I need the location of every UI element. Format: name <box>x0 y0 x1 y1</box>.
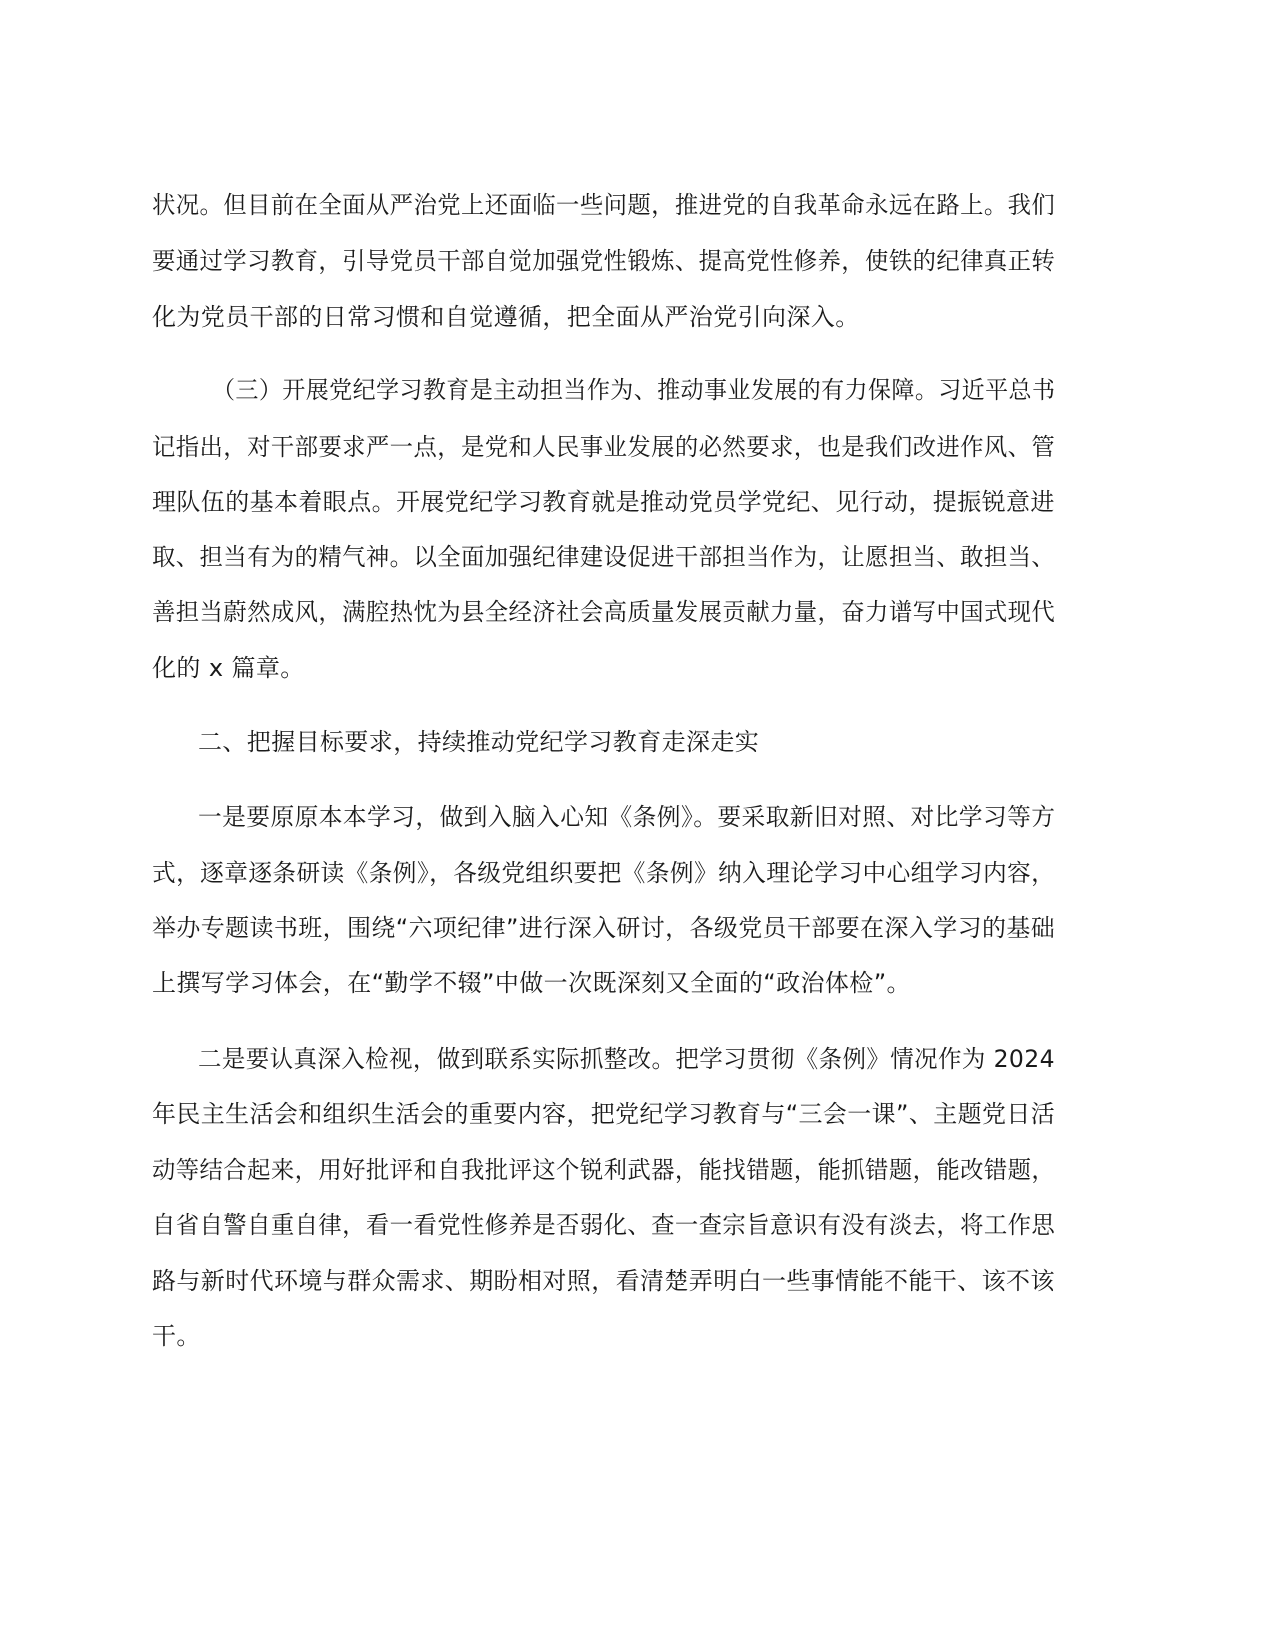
body-text-line: 式，逐章逐条研读《条例》，各级党组织要把《条例》纳入理论学习中心组学习内容， <box>152 859 1056 887</box>
body-text-line: 上撰写学习体会，在“勤学不辍”中做一次既深刻又全面的“政治体检”。 <box>152 969 911 997</box>
body-text-line: 化为党员干部的日常习惯和自觉遵循，把全面从严治党引向深入。 <box>152 303 860 331</box>
body-text-line: 干。 <box>152 1322 201 1350</box>
body-text-line: 记指出，对干部要求严一点，是党和人民事业发展的必然要求，也是我们改进作风、管 <box>152 433 1056 461</box>
body-text-line: 二是要认真深入检视，做到联系实际抓整改。把学习贯彻《条例》情况作为 2024 <box>198 1045 1055 1073</box>
body-text-line: 自省自警自重自律，看一看党性修养是否弱化、查一查宗旨意识有没有淡去，将工作思 <box>152 1211 1056 1239</box>
body-text-line: 要通过学习教育，引导党员干部自觉加强党性锻炼、提高党性修养，使铁的纪律真正转 <box>152 247 1056 275</box>
body-text-line: 一是要原原本本学习，做到入脑入心知《条例》。要采取新旧对照、对比学习等方 <box>198 803 1056 831</box>
body-text-line: 化的 x 篇章。 <box>152 654 305 682</box>
body-text-line: 取、担当有为的精气神。以全面加强纪律建设促进干部担当作为，让愿担当、敢担当、 <box>152 543 1056 571</box>
body-text-line: 动等结合起来，用好批评和自我批评这个锐利武器，能找错题，能抓错题，能改错题， <box>152 1156 1056 1184</box>
body-text-line: 年民主生活会和组织生活会的重要内容，把党纪学习教育与“三会一课”、主题党日活 <box>152 1100 1056 1128</box>
body-text-line: 路与新时代环境与群众需求、期盼相对照，看清楚弄明白一些事情能不能干、该不该 <box>152 1267 1055 1295</box>
body-text-line: 举办专题读书班，围绕“六项纪律”进行深入研讨，各级党员干部要在深入学习的基础 <box>152 914 1056 942</box>
section-heading-3: （三）开展党纪学习教育是主动担当作为、推动事业发展的有力保障。习近平总书 <box>212 376 1056 404</box>
body-text-line: 理队伍的基本着眼点。开展党纪学习教育就是推动党员学党纪、见行动，提振锐意进 <box>152 488 1055 516</box>
section-heading-2: 二、把握目标要求，持续推动党纪学习教育走深走实 <box>198 728 760 756</box>
body-text-line: 善担当蔚然成风，满腔热忱为县全经济社会高质量发展贡献力量，奋力谱写中国式现代 <box>152 598 1056 626</box>
body-text-line: 状况。但目前在全面从严治党上还面临一些问题，推进党的自我革命永远在路上。我们 <box>152 191 1056 219</box>
